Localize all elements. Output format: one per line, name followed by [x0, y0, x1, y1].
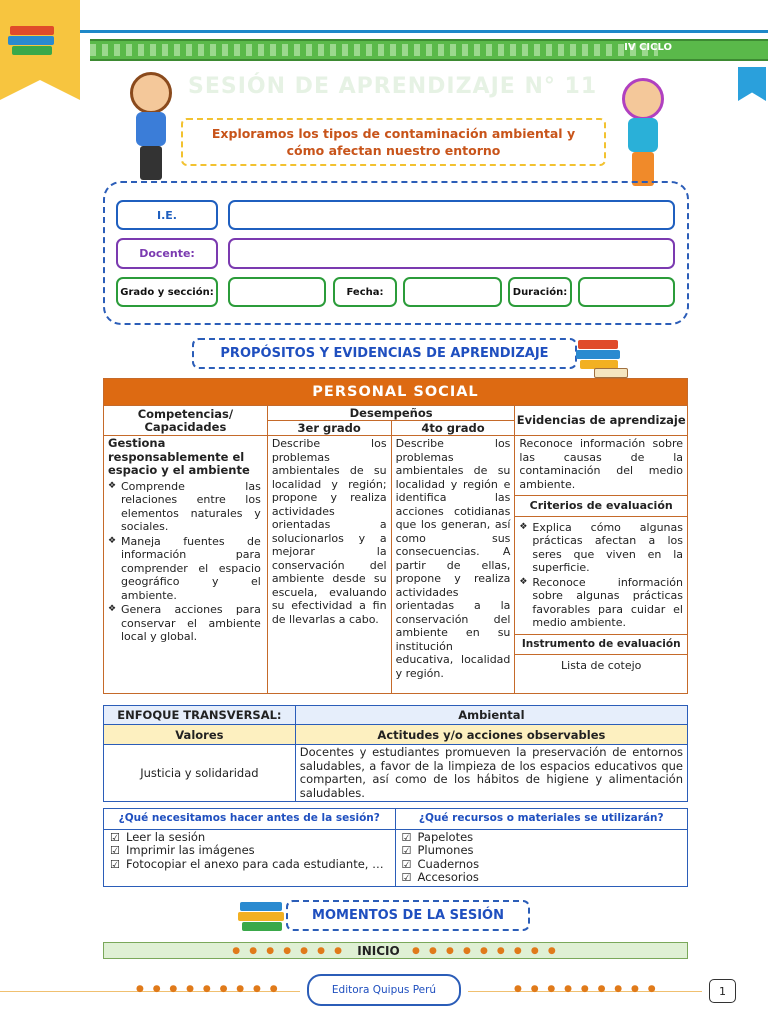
list-item: ☑ Imprimir las imágenes	[110, 844, 389, 858]
evidencia: Reconoce información sobre las causas de la contaminación del medio ambiente.	[519, 437, 683, 491]
preparacion-table	[103, 808, 688, 887]
ie-label: I.E.	[116, 200, 218, 230]
fecha-label: Fecha:	[333, 277, 397, 307]
inicio-bar	[103, 942, 688, 959]
list-item: ☑ Papelotes	[402, 831, 682, 845]
list-item: ❖ Comprende las relaciones entre los elementos naturales y sociales.	[108, 480, 261, 534]
decor-dots: ● ● ● ● ● ● ● ● ●	[136, 984, 281, 994]
area-title: PERSONAL SOCIAL	[104, 379, 688, 406]
list-item: ☑ Cuadernos	[402, 858, 682, 872]
top-rule	[80, 30, 768, 33]
page-title: SESIÓN DE APRENDIZAJE N° 11	[188, 74, 598, 99]
enfoque-table	[103, 705, 688, 802]
actitud: Docentes y estudiantes promueven la preservación de entornos saludables, a favor de la limpieza de los espacios educativos que comparten, así como de los hábitos de higiene y alimentación saludables.	[295, 745, 687, 802]
girl-illustration	[612, 78, 674, 188]
page-number: 1	[709, 979, 736, 1003]
books-icon	[576, 336, 630, 380]
inicio-label: INICIO	[357, 943, 400, 958]
grado-label: Grado y sección:	[116, 277, 218, 307]
enfoque-value: Ambiental	[295, 706, 687, 725]
instrumento-title: Instrumento de evaluación	[515, 634, 687, 656]
antes-question: ¿Qué necesitamos hacer antes de la sesión?	[104, 809, 396, 830]
list-item: ☑ Leer la sesión	[110, 831, 389, 845]
list-item: ❖ Maneja fuentes de información para comprender el espacio geográfico y el ambiente.	[108, 535, 261, 603]
criterios-list	[519, 521, 683, 630]
ie-field[interactable]	[228, 200, 675, 230]
actitudes-label: Actitudes y/o acciones observables	[295, 725, 687, 745]
valores-label: Valores	[104, 725, 296, 745]
col-desempenos: Desempeños	[267, 406, 515, 421]
editora-badge: Editora Quipus Perú	[307, 974, 461, 1006]
boy-illustration	[120, 72, 182, 182]
list-item: ❖ Explica cómo algunas prácticas afectan a los seres que viven en la superficie.	[519, 521, 683, 575]
desempeno-4to: Describe los problemas ambientales de su localidad y región e identifica las acciones cotidianas que los generan, así como sus consecuencias. A partir de ellas, propone y realiza actividades orientadas a la conservación del ambiente en su institución educativa, localidad y región.	[391, 436, 515, 694]
list-item: ☑ Accesorios	[402, 871, 682, 885]
duracion-label: Duración:	[508, 277, 572, 307]
list-item: ❖ Reconoce información sobre algunas prácticas favorables para cuidar el medio ambiente.	[519, 576, 683, 630]
books-icon	[6, 18, 60, 62]
momentos-heading: MOMENTOS DE LA SESIÓN	[286, 900, 530, 931]
ciclo-label: IV CICLO	[624, 42, 672, 53]
col-3er-grado: 3er grado	[267, 421, 391, 436]
decor-dots: ● ● ● ● ● ● ● ● ●	[399, 945, 559, 956]
bookmark-icon	[738, 67, 766, 101]
books-icon	[236, 896, 290, 940]
session-subtitle: Exploramos los tipos de contaminación ambiental y cómo afectan nuestro entorno	[181, 118, 606, 166]
col-evidencias: Evidencias de aprendizaje	[515, 406, 688, 436]
list-item: ☑ Plumones	[402, 844, 682, 858]
enfoque-label: ENFOQUE TRANSVERSAL:	[104, 706, 296, 725]
decor-dots: ● ● ● ● ● ● ● ● ●	[514, 984, 659, 994]
criterios-title: Criterios de evaluación	[515, 495, 687, 517]
desempeno-3er: Describe los problemas ambientales de su localidad y región; propone y realiza actividades orientadas a solucionarlos y a mejorar la conservación del ambiente desde su escuela, evaluando su efectividad a fin de llevarlas a cabo.	[267, 436, 391, 694]
col-4to-grado: 4to grado	[391, 421, 515, 436]
list-item: ☑ Fotocopiar el anexo para cada estudiante, …	[110, 858, 389, 872]
propositos-heading: PROPÓSITOS Y EVIDENCIAS DE APRENDIZAJE	[192, 338, 577, 369]
docente-label: Docente:	[116, 238, 218, 269]
docente-field[interactable]	[228, 238, 675, 269]
valor: Justicia y solidaridad	[104, 745, 296, 802]
fecha-field[interactable]	[403, 277, 502, 307]
duracion-field[interactable]	[578, 277, 675, 307]
recursos-question: ¿Qué recursos o materiales se utilizarán?	[395, 809, 688, 830]
decor-dots: ● ● ● ● ● ● ●	[232, 945, 358, 956]
list-item: ❖ Genera acciones para conservar el ambiente local y global.	[108, 603, 261, 644]
competencia: Gestiona responsablemente el espacio y el ambiente	[108, 436, 250, 477]
grado-field[interactable]	[228, 277, 326, 307]
col-competencias: Competencias/ Capacidades	[104, 406, 268, 436]
capacidades-list	[108, 480, 261, 644]
instrumento: Lista de cotejo	[561, 659, 642, 672]
personal-social-table	[103, 378, 688, 694]
